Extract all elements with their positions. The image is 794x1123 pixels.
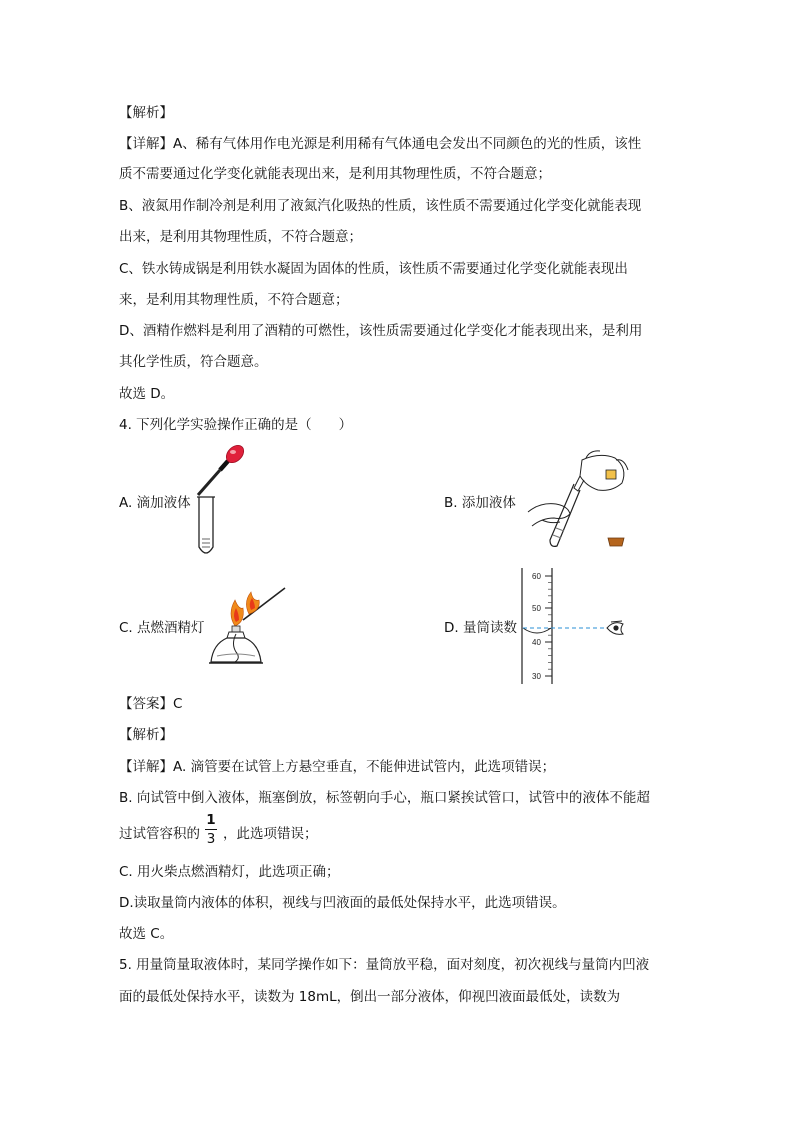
analysis-heading: 【解析】	[119, 105, 173, 121]
analysis-line: 其化学性质，符合题意。	[119, 354, 268, 370]
tick-label: 60	[532, 572, 541, 581]
analysis-line: C. 用火柴点燃酒精灯，此选项正确；	[119, 864, 340, 880]
analysis-line: 【详解】A. 滴管要在试管上方悬空垂直，不能伸进试管内，此选项错误；	[119, 759, 556, 775]
analysis-line-fraction-prefix: 过试管容积的	[119, 826, 200, 842]
conclusion-line: 故选 C。	[119, 926, 174, 942]
alcohol-lamp-figure	[205, 578, 290, 670]
conclusion-line: 故选 D。	[119, 386, 175, 402]
analysis-line: 出来，是利用其物理性质，不符合题意；	[119, 229, 362, 245]
option-a-label: A. 滴加液体	[119, 495, 191, 511]
question-5-line: 5. 用量筒量取液体时，某同学操作如下：量筒放平稳，面对刻度，初次视线与量筒内凹液	[119, 957, 650, 973]
analysis-line: B. 向试管中倒入液体，瓶塞倒放，标签朝向手心，瓶口紧挨试管口，试管中的液体不能超	[119, 790, 650, 806]
analysis-line: C、铁水铸成锅是利用铁水凝固为固体的性质，该性质不需要通过化学变化就能表现出	[119, 261, 628, 277]
dropper-test-tube-figure	[190, 443, 260, 558]
fraction-numerator: 1	[206, 812, 216, 828]
pouring-liquid-figure	[520, 448, 635, 553]
analysis-line: B、液氮用作制冷剂是利用了液氮汽化吸热的性质，该性质不需要通过化学变化就能表现	[119, 198, 642, 214]
measuring-cylinder-figure	[515, 566, 635, 686]
question-4-stem: 4. 下列化学实验操作正确的是（ ）	[119, 417, 353, 433]
analysis-line: D、酒精作燃料是利用了酒精的可燃性，该性质需要通过化学变化才能表现出来，是利用	[119, 323, 643, 339]
tick-label: 30	[532, 672, 541, 681]
analysis-line: 来，是利用其物理性质，不符合题意；	[119, 292, 349, 308]
option-b-label: B. 添加液体	[444, 495, 516, 511]
analysis-line: D.读取量筒内液体的体积，视线与凹液面的最低处保持水平，此选项错误。	[119, 895, 566, 911]
analysis-line-fraction-suffix: ，此选项错误；	[223, 826, 318, 842]
answer-line: 【答案】C	[119, 696, 183, 712]
analysis-line: 质不需要通过化学变化就能表现出来，是利用其物理性质，不符合题意；	[119, 166, 551, 182]
tick-label: 50	[532, 604, 541, 613]
option-d-label: D. 量筒读数	[444, 620, 517, 636]
question-5-line: 面的最低处保持水平，读数为 18mL，倒出一部分液体，仰视凹液面最低处，读数为	[119, 989, 621, 1005]
option-c-label: C. 点燃酒精灯	[119, 620, 205, 636]
analysis-line: 【详解】A、稀有气体用作电光源是利用稀有气体通电会发出不同颜色的光的性质，该性	[119, 136, 642, 152]
tick-label: 40	[532, 638, 541, 647]
fraction-denominator: 3	[206, 831, 216, 847]
analysis-heading: 【解析】	[119, 727, 173, 743]
fraction-one-third	[205, 812, 217, 847]
